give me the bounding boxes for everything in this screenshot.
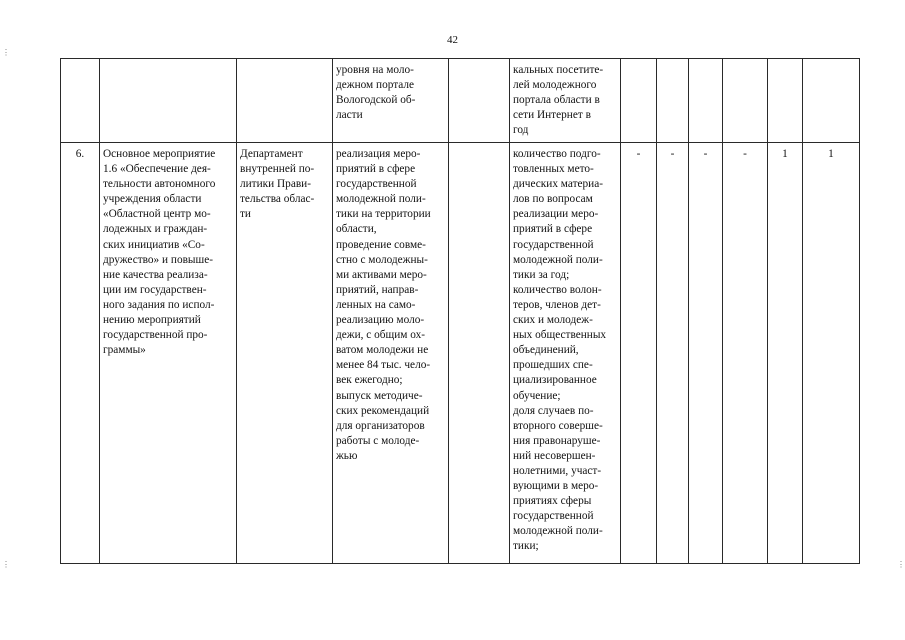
- year-value-cell: [621, 59, 657, 143]
- year-value-cell: -: [723, 143, 768, 564]
- indicator-cell: кальных посетите- лей молодежного портала области в сети Интернет в год: [510, 59, 621, 143]
- page-number: 42: [447, 34, 458, 46]
- year-value-cell: [768, 59, 803, 143]
- scan-edge-mark: ⋮: [897, 560, 905, 569]
- scan-edge-mark: ⋮: [2, 560, 10, 569]
- year-value-cell: 1: [803, 143, 860, 564]
- table-row: [61, 143, 860, 564]
- year-value-cell: [803, 59, 860, 143]
- executor-cell: [237, 59, 333, 143]
- expected-result-cell: уровня на моло- дежном портале Вологодской об- ласти: [333, 59, 449, 143]
- row-number-cell: 6.: [61, 143, 100, 564]
- year-value-cell: -: [689, 143, 723, 564]
- blank-cell: [449, 143, 510, 564]
- executor-cell: Департамент внутренней по- литики Прави- тельства облас- ти: [237, 143, 333, 564]
- row-number-cell: [61, 59, 100, 143]
- year-value-cell: [657, 59, 689, 143]
- indicator-cell: количество подго- товленных мето- дических материа- лов по вопросам реализации меро- приятий в сфере государственной молодежной поли- тики за год; количество волон- теров, членов дет- ских и молодеж- ных общественных объединений, прошедших спе- циализированное обучение; доля случаев по- вторного соверше- ния правонаруше- ний несовершен- нолетними, участ- вующими в меро- приятиях сферы государственной молодежной поли- тики;: [510, 143, 621, 564]
- expected-result-cell: реализация меро- приятий в сфере государственной молодежной поли- тики на территории области, проведение совме- стно с молодежны- ми активами меро- приятий, направ- ленных на само- реализацию моло- дежи, с общим ох- ватом молодежи не менее 84 тыс. чело- век ежегодно; выпуск методиче- ских рекомендаций для организаторов работы с молоде- жью: [333, 143, 449, 564]
- program-table: [60, 58, 860, 564]
- blank-cell: [449, 59, 510, 143]
- table-row: [61, 59, 860, 143]
- event-cell: Основное мероприятие 1.6 «Обеспечение дея- тельности автономного учреждения области «Областной центр мо- лодежных и граждан- ских инициатив «Со- дружество» и повыше- ние качества реализа- ции им государствен- ного задания по испол- нению мероприятий государственной про- граммы»: [100, 143, 237, 564]
- event-cell: [100, 59, 237, 143]
- year-value-cell: -: [657, 143, 689, 564]
- year-value-cell: [723, 59, 768, 143]
- scan-edge-mark: ⋮: [2, 48, 10, 57]
- year-value-cell: -: [621, 143, 657, 564]
- year-value-cell: [689, 59, 723, 143]
- year-value-cell: 1: [768, 143, 803, 564]
